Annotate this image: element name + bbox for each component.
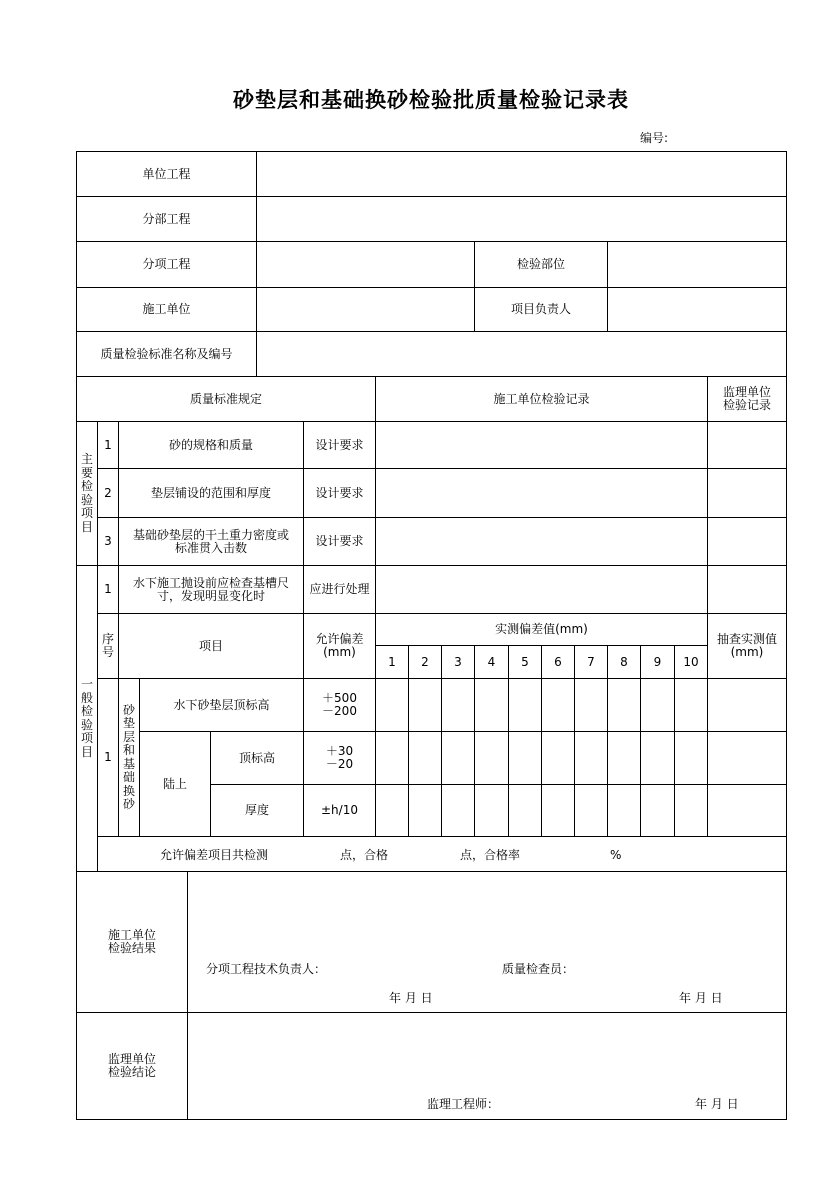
general-item-requirement [303,565,376,614]
tolerance-underwater [303,678,376,732]
measure-cell[interactable] [574,678,608,732]
measure-cell[interactable] [541,678,575,732]
sub-project-value[interactable] [256,196,787,242]
seq-header-text: 序号 [101,631,114,659]
main-item-requirement-text: 设计要求 [315,485,364,500]
measure-col-6 [541,645,575,679]
constructor-label [76,287,257,332]
main-item-supervision[interactable] [707,468,787,518]
general-item-name [118,565,304,614]
measure-cell[interactable] [441,731,475,785]
conclusion-label [76,1012,188,1120]
unit-project-label [76,151,257,197]
measure-cell[interactable] [674,784,708,837]
tolerance-top_elev [303,731,376,785]
measure-cell[interactable] [674,731,708,785]
supervision-record-header-text: 监理单位 检验记录 [722,385,771,412]
page-title: 砂垫层和基础换砂检验批质量检验记录表 [233,88,629,112]
result-label-text: 施工单位 检验结果 [107,928,156,955]
construction-record-header [375,376,708,422]
general-item-no-text: 1 [104,582,112,596]
main-item-supervision[interactable] [707,421,787,469]
constructor-label-text: 施工单位 [142,302,191,316]
main-item-no-text: 2 [104,485,112,500]
measure-cell[interactable] [574,784,608,837]
quality-standard-header-text: 质量标准规定 [189,391,262,406]
general-items-label-text: 一般检验项目 [80,677,93,759]
measure-cell[interactable] [541,784,575,837]
main-item-no-text: 3 [104,534,112,548]
main-item-name [118,421,304,469]
measure-col-6-text: 6 [554,654,562,669]
measure-col-4 [474,645,509,679]
item-project-value[interactable] [256,241,475,288]
measure-cell[interactable] [441,784,475,837]
row-no-text: 1 [104,750,112,764]
measure-col-7-text: 7 [587,654,595,669]
measure-cell[interactable] [375,784,409,837]
sub-project-label [76,196,257,242]
general-item-supervision[interactable] [707,565,787,614]
inspect-location-label [474,241,608,288]
main-item-name [118,517,304,566]
main-items-label-text: 主要检验项目 [80,452,93,534]
main-item-requirement [303,468,376,518]
summary-text-4: % [610,848,622,862]
measure-col-1-text: 1 [388,654,396,669]
sample-value-header-text: 抽查实测值 (mm) [716,632,777,659]
allowed-deviation-header-text: 允许偏差 (mm) [315,632,364,659]
standard-value[interactable] [256,331,787,377]
main-item-requirement [303,421,376,469]
main-item-supervision[interactable] [707,517,787,566]
main-item-no [97,421,119,469]
measure-cell[interactable] [408,784,442,837]
measure-col-8-text: 8 [620,654,628,669]
inspector-label: 质量检查员： [502,962,575,976]
main-items-label [76,421,98,566]
top-elev-name [210,731,304,785]
main-item-requirement [303,517,376,566]
inspect-location-value[interactable] [607,241,787,288]
summary-text-1: 允许偏差项目共检测 [160,848,269,862]
project-lead-label [474,287,608,332]
supervision-record-header [707,376,787,422]
measure-cell[interactable] [474,731,509,785]
measure-cell[interactable] [508,678,542,732]
number-label: 编号: [640,131,669,145]
underwater-name [139,678,304,732]
conclusion-label-text: 监理单位 检验结论 [107,1052,156,1079]
main-item-record[interactable] [375,468,708,518]
general-item-no [97,565,119,614]
group-label [118,678,140,837]
measure-col-2-text: 2 [421,654,429,669]
measure-cell[interactable] [408,678,442,732]
measure-col-5-text: 5 [521,654,529,669]
inspect-location-label-text: 检验部位 [516,257,565,271]
constructor-value[interactable] [256,287,475,332]
measure-col-4-text: 4 [487,654,496,669]
summary-text-2: 点，合格 [340,848,389,862]
main-item-name-text: 垫层铺设的范围和厚度 [150,485,271,500]
thickness-name-text: 厚度 [244,803,269,817]
measured-deviation-header [375,613,708,646]
thickness-name [210,784,304,837]
main-item-no [97,517,119,566]
measure-col-10-text: 10 [683,654,699,669]
land-label [139,731,211,837]
conclusion-date: 年 月 日 [695,1097,739,1111]
measure-cell[interactable] [474,678,509,732]
project-lead-value[interactable] [607,287,787,332]
measure-cell[interactable] [607,731,641,785]
measure-col-1 [375,645,409,679]
measured-deviation-header-text: 实测偏差值(mm) [495,622,588,636]
measure-cell[interactable] [574,731,608,785]
allowed-deviation-header [303,613,376,679]
sample-value-header [707,613,787,679]
tech-lead-label: 分项工程技术负责人： [206,962,327,976]
measure-cell[interactable] [408,731,442,785]
result-date-1: 年 月 日 [389,991,433,1005]
general-item-record[interactable] [375,565,708,614]
tolerance-thickness [303,784,376,837]
main-item-no-text: 1 [104,437,112,452]
measure-cell[interactable] [508,784,542,837]
main-item-requirement-text: 设计要求 [315,437,364,452]
tolerance-thickness-text: ±h/10 [321,803,358,817]
result-label [76,871,188,1013]
sample-value-cell[interactable] [707,678,787,732]
measure-cell[interactable] [375,731,409,785]
result-date-2: 年 月 日 [679,991,723,1005]
tolerance-underwater-text: ＋500 －200 [322,691,357,718]
measure-cell[interactable] [640,731,675,785]
measure-col-8 [607,645,641,679]
measure-col-3-text: 3 [454,654,462,669]
measure-col-3 [441,645,475,679]
engineer-label: 监理工程师： [427,1097,500,1111]
standard-label [76,331,257,377]
main-item-no [97,468,119,518]
summary-text-3: 点，合格率 [460,848,521,862]
main-item-requirement-text: 设计要求 [315,534,364,548]
row-no [97,678,119,837]
quality-standard-header [76,376,376,422]
seq-header [97,613,119,679]
measure-cell[interactable] [375,678,409,732]
measure-cell[interactable] [674,678,708,732]
general-items-label [76,565,98,872]
measure-cell[interactable] [441,678,475,732]
measure-cell[interactable] [607,784,641,837]
sub-project-label-text: 分部工程 [142,211,191,226]
measure-col-5 [508,645,542,679]
measure-col-9 [640,645,675,679]
measure-cell[interactable] [640,784,675,837]
measure-col-10 [674,645,708,679]
item-header [118,613,304,679]
main-item-record[interactable] [375,421,708,469]
project-lead-label-text: 项目负责人 [510,302,571,316]
land-label-text: 陆上 [162,776,187,791]
unit-project-label-text: 单位工程 [142,166,191,181]
construction-record-header-text: 施工单位检验记录 [493,391,590,406]
measure-cell[interactable] [508,731,542,785]
underwater-name-text: 水下砂垫层顶标高 [173,697,270,712]
main-item-name [118,468,304,518]
general-item-requirement-text: 应进行处理 [309,582,370,596]
measure-cell[interactable] [474,784,509,837]
measure-col-9-text: 9 [653,654,662,669]
main-item-name-text: 砂的规格和质量 [168,437,253,452]
main-item-record[interactable] [375,517,708,566]
group-label-text: 砂垫层和基础换砂 [122,702,135,811]
top-elev-name-text: 顶标高 [238,750,275,765]
general-item-name-text: 水下施工抛设前应检查基槽尺 寸，发现明显变化时 [132,575,289,603]
item-header-text: 项目 [198,638,223,653]
measure-cell[interactable] [640,678,675,732]
measure-col-7 [574,645,608,679]
item-project-label-text: 分项工程 [142,257,191,271]
item-project-label [76,241,257,288]
sample-value-cell[interactable] [707,731,787,785]
standard-label-text: 质量检验标准名称及编号 [100,346,233,361]
sample-value-cell[interactable] [707,784,787,837]
measure-cell[interactable] [541,731,575,785]
main-item-name-text: 基础砂垫层的干土重力密度或 标准贯入击数 [132,527,289,555]
unit-project-value[interactable] [256,151,787,197]
measure-cell[interactable] [607,678,641,732]
tolerance-top_elev-text: ＋30 －20 [325,744,354,771]
measure-col-2 [408,645,442,679]
